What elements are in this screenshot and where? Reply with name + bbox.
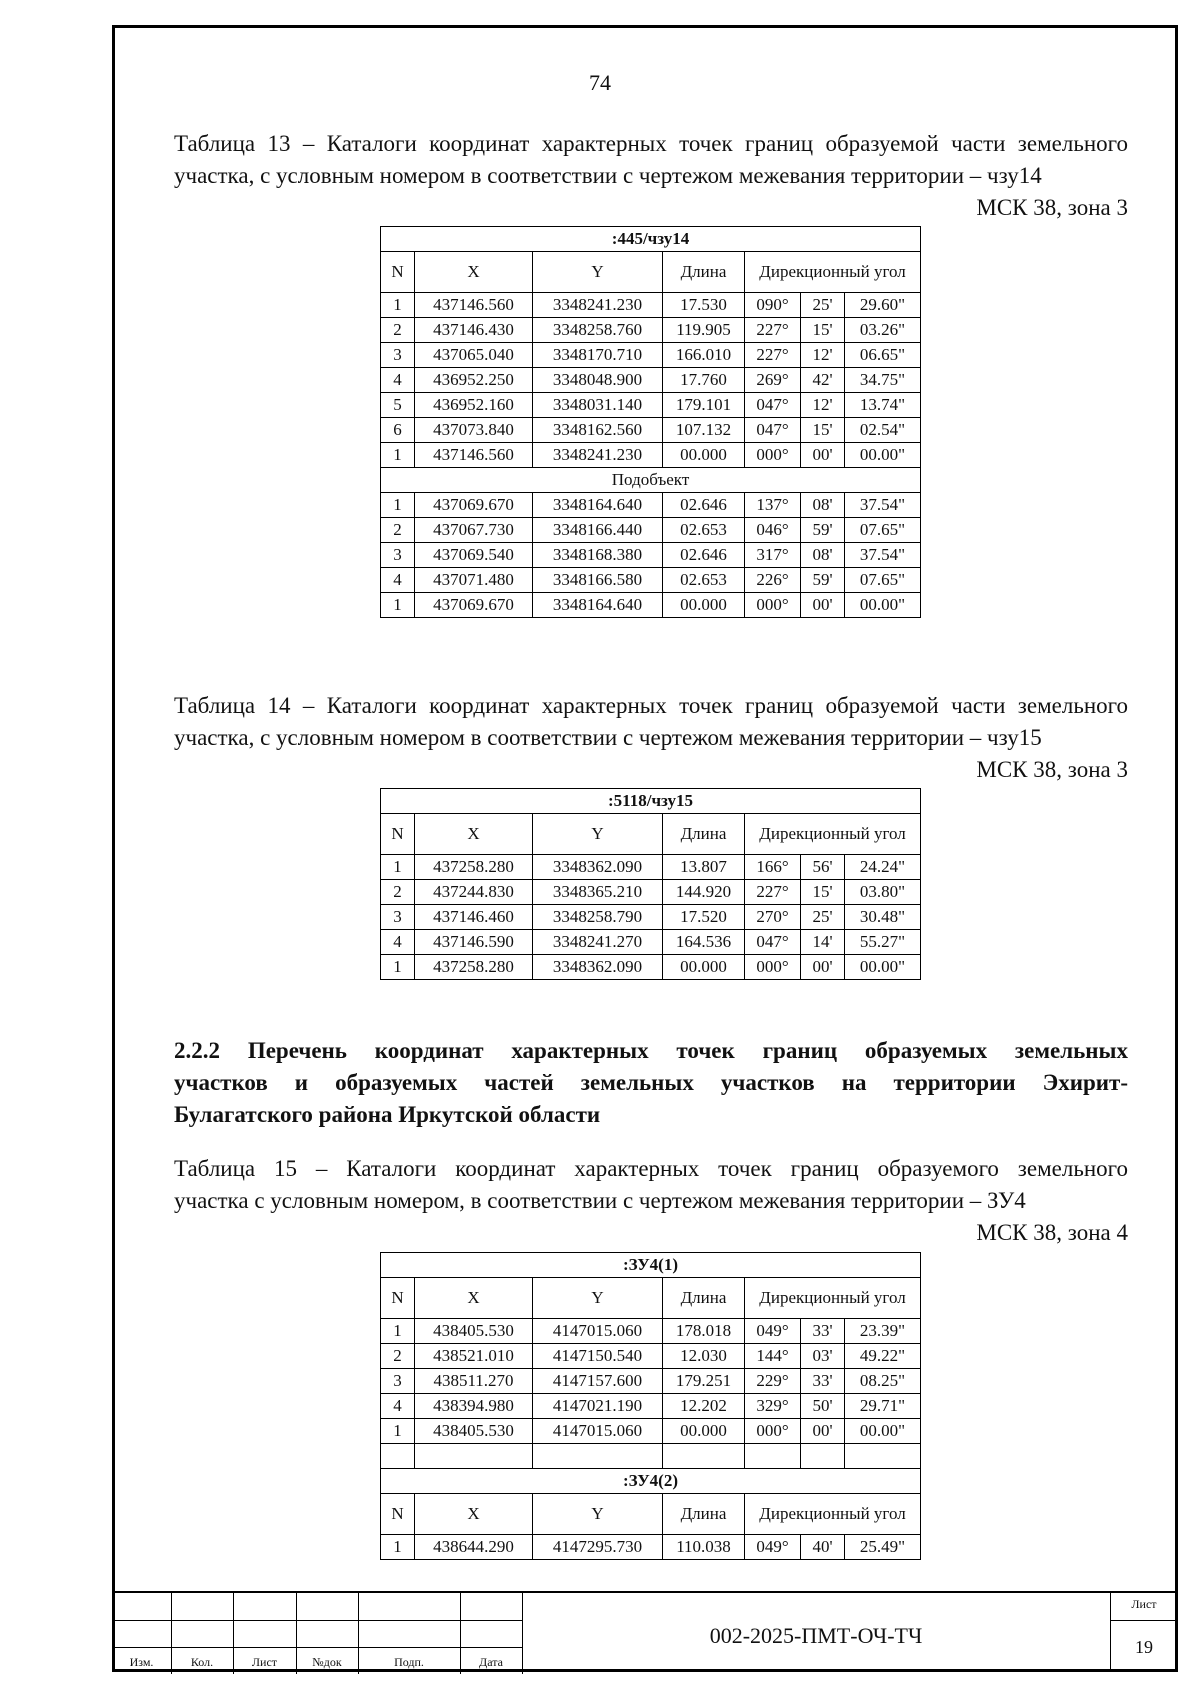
table-cell: 179.251 (663, 1369, 745, 1394)
table-cell: 13.807 (663, 855, 745, 880)
table-cell: 4147157.600 (533, 1369, 663, 1394)
table-cell: 437146.590 (415, 930, 533, 955)
table-cell: 438511.270 (415, 1369, 533, 1394)
table-cell: 1 (381, 293, 415, 318)
table-cell: 24.24" (845, 855, 921, 880)
table-cell: 437146.460 (415, 905, 533, 930)
table-cell: 4147021.190 (533, 1394, 663, 1419)
table-cell: 438521.010 (415, 1344, 533, 1369)
table-row (381, 293, 921, 318)
table-cell: 3 (381, 905, 415, 930)
table-cell: 3348362.090 (533, 955, 663, 980)
table-cell: 437069.670 (415, 593, 533, 618)
header-y: Y (533, 1494, 663, 1535)
table-cell: 436952.250 (415, 368, 533, 393)
table-cell: 00' (801, 955, 845, 980)
table-cell: 15' (801, 880, 845, 905)
table15-title2-row (381, 1469, 921, 1494)
header-angle: Дирекционный угол (745, 814, 921, 855)
table-cell: 2 (381, 880, 415, 905)
table-row (381, 905, 921, 930)
table-cell: 40' (801, 1535, 845, 1560)
table-cell: 436952.160 (415, 393, 533, 418)
table-cell: 437146.560 (415, 293, 533, 318)
table-cell: 00.00" (845, 955, 921, 980)
table-cell: 4 (381, 568, 415, 593)
table13-coordinate-system: МСК 38, зона 3 (976, 195, 1128, 220)
table15 (380, 1252, 921, 1560)
table-cell: 17.760 (663, 368, 745, 393)
table-row (381, 930, 921, 955)
header-length: Длина (663, 1494, 745, 1535)
table-cell: 30.48" (845, 905, 921, 930)
table-cell: 3348164.640 (533, 593, 663, 618)
table-row (381, 955, 921, 980)
table-cell (415, 1444, 533, 1469)
header-n: N (381, 814, 415, 855)
table-cell: 438405.530 (415, 1319, 533, 1344)
table-cell: 3348031.140 (533, 393, 663, 418)
table-row (381, 1319, 921, 1344)
table-row (381, 318, 921, 343)
table-row (381, 593, 921, 618)
table-cell: 00' (801, 443, 845, 468)
table-cell: 56' (801, 855, 845, 880)
sheet-label: Лист (1131, 1597, 1157, 1611)
table-cell: 437146.560 (415, 443, 533, 468)
table-cell: 269° (745, 368, 801, 393)
table-cell: 227° (745, 343, 801, 368)
table-cell: 437069.670 (415, 493, 533, 518)
table-cell: 3 (381, 543, 415, 568)
table-cell: 42' (801, 368, 845, 393)
table-cell: 00' (801, 593, 845, 618)
table-cell: 02.646 (663, 543, 745, 568)
table-cell: 317° (745, 543, 801, 568)
table14-caption-line1: Таблица 14 – Каталоги координат характерных точек границ образуемой части земельного (174, 693, 1128, 718)
table-cell: 00.00" (845, 593, 921, 618)
table-cell: 144.920 (663, 880, 745, 905)
table-cell: 03' (801, 1344, 845, 1369)
header-row (381, 1494, 921, 1535)
table-cell: 02.646 (663, 493, 745, 518)
table-row (381, 1394, 921, 1419)
header-x: X (415, 252, 533, 293)
table-cell: 00.000 (663, 593, 745, 618)
table-cell: 3348164.640 (533, 493, 663, 518)
table-cell: 226° (745, 568, 801, 593)
table15-title2: :ЗУ4(2) (381, 1469, 921, 1494)
table-cell: 000° (745, 955, 801, 980)
table-cell: 59' (801, 568, 845, 593)
table13-caption (174, 128, 1128, 224)
header-angle: Дирекционный угол (745, 1278, 921, 1319)
table14-title: :5118/чзу15 (381, 789, 921, 814)
table-cell: 3 (381, 343, 415, 368)
table-cell: 4 (381, 1394, 415, 1419)
table-cell: 437069.540 (415, 543, 533, 568)
table-cell: 000° (745, 1419, 801, 1444)
table-cell: 12' (801, 343, 845, 368)
table14 (380, 788, 921, 980)
table-cell: 047° (745, 393, 801, 418)
document-code: 002-2025-ПМТ-ОЧ-ТЧ (709, 1623, 923, 1648)
table-cell: 438644.290 (415, 1535, 533, 1560)
header-y: Y (533, 1278, 663, 1319)
table-cell: 12' (801, 393, 845, 418)
table-cell (801, 1444, 845, 1469)
table-cell: 1 (381, 443, 415, 468)
table-cell: 3348258.760 (533, 318, 663, 343)
table-cell: 2 (381, 318, 415, 343)
table-cell: 3 (381, 1369, 415, 1394)
table13-title: :445/чзу14 (381, 227, 921, 252)
table-cell: 1 (381, 1319, 415, 1344)
header-n: N (381, 1494, 415, 1535)
table-cell: 07.65" (845, 568, 921, 593)
empty-row (381, 1444, 921, 1469)
table-cell: 14' (801, 930, 845, 955)
table14-caption (174, 690, 1128, 786)
header-x: X (415, 1494, 533, 1535)
sheet-number: 19 (1135, 1637, 1153, 1657)
table-cell: 00.00" (845, 443, 921, 468)
table-cell: 34.75" (845, 368, 921, 393)
table-cell: 17.530 (663, 293, 745, 318)
table-cell: 03.80" (845, 880, 921, 905)
table-cell: 00.000 (663, 1419, 745, 1444)
table-row (381, 568, 921, 593)
table-cell: 4147015.060 (533, 1319, 663, 1344)
table-cell (663, 1444, 745, 1469)
table-cell: 3348166.440 (533, 518, 663, 543)
table-cell: 1 (381, 593, 415, 618)
table-cell: 4147015.060 (533, 1419, 663, 1444)
table-cell: 2 (381, 1344, 415, 1369)
table-cell: 12.030 (663, 1344, 745, 1369)
table-cell: 49.22" (845, 1344, 921, 1369)
table15-caption-line2: участка с условным номером, в соответствии с чертежом межевания территории – ЗУ4 (174, 1188, 1026, 1213)
table-cell: 164.536 (663, 930, 745, 955)
table-cell: 178.018 (663, 1319, 745, 1344)
table-cell: 02.54" (845, 418, 921, 443)
table-row (381, 493, 921, 518)
table-cell: 4 (381, 368, 415, 393)
table-cell: 437071.480 (415, 568, 533, 593)
table-cell: 23.39" (845, 1319, 921, 1344)
table-cell: 229° (745, 1369, 801, 1394)
table-cell: 090° (745, 293, 801, 318)
table-cell: 227° (745, 318, 801, 343)
section-heading-line2: участков и образуемых частей земельных участков на территории Эхирит- (174, 1070, 1128, 1095)
title-block (112, 1591, 1178, 1672)
subobject-label: Подобъект (381, 468, 921, 493)
table-cell: 049° (745, 1319, 801, 1344)
table-cell: 437067.730 (415, 518, 533, 543)
title-block-grid (112, 1593, 522, 1674)
table-cell: 25.49" (845, 1535, 921, 1560)
table15-caption-line1: Таблица 15 – Каталоги координат характерных точек границ образуемого земельного (174, 1156, 1128, 1181)
table-cell: 37.54" (845, 543, 921, 568)
table-cell: 15' (801, 318, 845, 343)
table-cell: 3348166.580 (533, 568, 663, 593)
table-cell: 438394.980 (415, 1394, 533, 1419)
table-cell: 137° (745, 493, 801, 518)
table-cell: 329° (745, 1394, 801, 1419)
header-x: X (415, 1278, 533, 1319)
table-cell: 03.26" (845, 318, 921, 343)
table-cell: 270° (745, 905, 801, 930)
table-cell: 3348258.790 (533, 905, 663, 930)
table-cell: 4147150.540 (533, 1344, 663, 1369)
table-cell: 12.202 (663, 1394, 745, 1419)
table-cell: 00.000 (663, 443, 745, 468)
table-cell: 4 (381, 930, 415, 955)
stamp-label-signature: Подп. (394, 1655, 424, 1669)
table-cell: 166.010 (663, 343, 745, 368)
table-cell: 59' (801, 518, 845, 543)
table-cell: 15' (801, 418, 845, 443)
table-cell: 437065.040 (415, 343, 533, 368)
table-cell: 00.000 (663, 955, 745, 980)
table-cell: 07.65" (845, 518, 921, 543)
table-cell: 1 (381, 493, 415, 518)
table-cell: 047° (745, 418, 801, 443)
table-row (381, 368, 921, 393)
section-heading-line3: Булагатского района Иркутской области (174, 1102, 601, 1127)
table15-title1: :ЗУ4(1) (381, 1253, 921, 1278)
table-cell: 25' (801, 293, 845, 318)
header-y: Y (533, 252, 663, 293)
table-cell (745, 1444, 801, 1469)
table-row (381, 443, 921, 468)
table-cell: 437258.280 (415, 955, 533, 980)
table-cell: 3348365.210 (533, 880, 663, 905)
table-cell: 5 (381, 393, 415, 418)
table-cell: 08' (801, 493, 845, 518)
table-cell: 2 (381, 518, 415, 543)
table-cell: 55.27" (845, 930, 921, 955)
table14-caption-line2: участка, с условным номером в соответствии с чертежом межевания территории – чзу15 (174, 725, 1042, 750)
table-row (381, 880, 921, 905)
table-cell: 3348241.230 (533, 293, 663, 318)
subobject-label-row (381, 468, 921, 493)
header-length: Длина (663, 814, 745, 855)
table-cell: 438405.530 (415, 1419, 533, 1444)
header-n: N (381, 252, 415, 293)
stamp-label-doc-number: №док (312, 1655, 342, 1669)
stamp-label-sheet: Лист (251, 1655, 278, 1669)
table-cell: 13.74" (845, 393, 921, 418)
table-cell: 08.25" (845, 1369, 921, 1394)
table-cell: 4147295.730 (533, 1535, 663, 1560)
table-cell: 00' (801, 1419, 845, 1444)
table-row (381, 855, 921, 880)
table-cell: 437258.280 (415, 855, 533, 880)
header-n: N (381, 1278, 415, 1319)
stamp-label-date: Дата (479, 1655, 503, 1669)
table-cell: 3348048.900 (533, 368, 663, 393)
table-cell: 437073.840 (415, 418, 533, 443)
table-row (381, 343, 921, 368)
table-cell: 227° (745, 880, 801, 905)
header-length: Длина (663, 252, 745, 293)
table-cell: 000° (745, 443, 801, 468)
page-number: 74 (589, 70, 611, 95)
table-row (381, 418, 921, 443)
table-row (381, 393, 921, 418)
table-cell: 166° (745, 855, 801, 880)
table-cell: 29.71" (845, 1394, 921, 1419)
table-cell: 1 (381, 955, 415, 980)
table14-coordinate-system: МСК 38, зона 3 (976, 757, 1128, 782)
table-row (381, 1419, 921, 1444)
stamp-label-change: Изм. (129, 1655, 154, 1669)
header-angle: Дирекционный угол (745, 1494, 921, 1535)
table-cell: 25' (801, 905, 845, 930)
table-cell: 179.101 (663, 393, 745, 418)
table-row (381, 1344, 921, 1369)
table-row (381, 518, 921, 543)
section-heading-line1: 2.2.2 Перечень координат характерных точек границ образуемых земельных (174, 1038, 1128, 1063)
table15-coordinate-system: МСК 38, зона 4 (976, 1220, 1128, 1245)
table-cell: 3348168.380 (533, 543, 663, 568)
table-cell: 02.653 (663, 568, 745, 593)
table13-caption-line1: Таблица 13 – Каталоги координат характерных точек границ образуемой части земельного (174, 131, 1128, 156)
table-cell: 02.653 (663, 518, 745, 543)
table-cell (845, 1444, 921, 1469)
table-cell: 046° (745, 518, 801, 543)
table-cell (533, 1444, 663, 1469)
table-cell: 06.65" (845, 343, 921, 368)
table-cell: 00.00" (845, 1419, 921, 1444)
table-cell: 50' (801, 1394, 845, 1419)
table-cell: 29.60" (845, 293, 921, 318)
section-heading (174, 1035, 1128, 1131)
table-cell: 3348162.560 (533, 418, 663, 443)
table-cell: 33' (801, 1319, 845, 1344)
table-cell: 1 (381, 1419, 415, 1444)
table-cell (381, 1444, 415, 1469)
table-row (381, 543, 921, 568)
table13 (380, 226, 921, 618)
table-cell: 107.132 (663, 418, 745, 443)
table13-caption-line2: участка, с условным номером в соответствии с чертежом межевания территории – чзу14 (174, 163, 1042, 188)
table-cell: 33' (801, 1369, 845, 1394)
table-cell: 047° (745, 930, 801, 955)
table-cell: 3348241.270 (533, 930, 663, 955)
stamp-label-count: Кол. (190, 1655, 214, 1669)
table-row (381, 1535, 921, 1560)
table-cell: 110.038 (663, 1535, 745, 1560)
table15-caption (174, 1153, 1128, 1249)
header-angle: Дирекционный угол (745, 252, 921, 293)
table-cell: 3348241.230 (533, 443, 663, 468)
table-cell: 049° (745, 1535, 801, 1560)
table-cell: 08' (801, 543, 845, 568)
table-cell: 1 (381, 855, 415, 880)
table-cell: 37.54" (845, 493, 921, 518)
header-x: X (415, 814, 533, 855)
table-cell: 144° (745, 1344, 801, 1369)
table-cell: 6 (381, 418, 415, 443)
table-cell: 3348362.090 (533, 855, 663, 880)
table-cell: 437146.430 (415, 318, 533, 343)
table-cell: 17.520 (663, 905, 745, 930)
table-cell: 119.905 (663, 318, 745, 343)
header-y: Y (533, 814, 663, 855)
table-cell: 000° (745, 593, 801, 618)
table-cell: 3348170.710 (533, 343, 663, 368)
table-cell: 1 (381, 1535, 415, 1560)
header-length: Длина (663, 1278, 745, 1319)
table-row (381, 1369, 921, 1394)
table-cell: 437244.830 (415, 880, 533, 905)
